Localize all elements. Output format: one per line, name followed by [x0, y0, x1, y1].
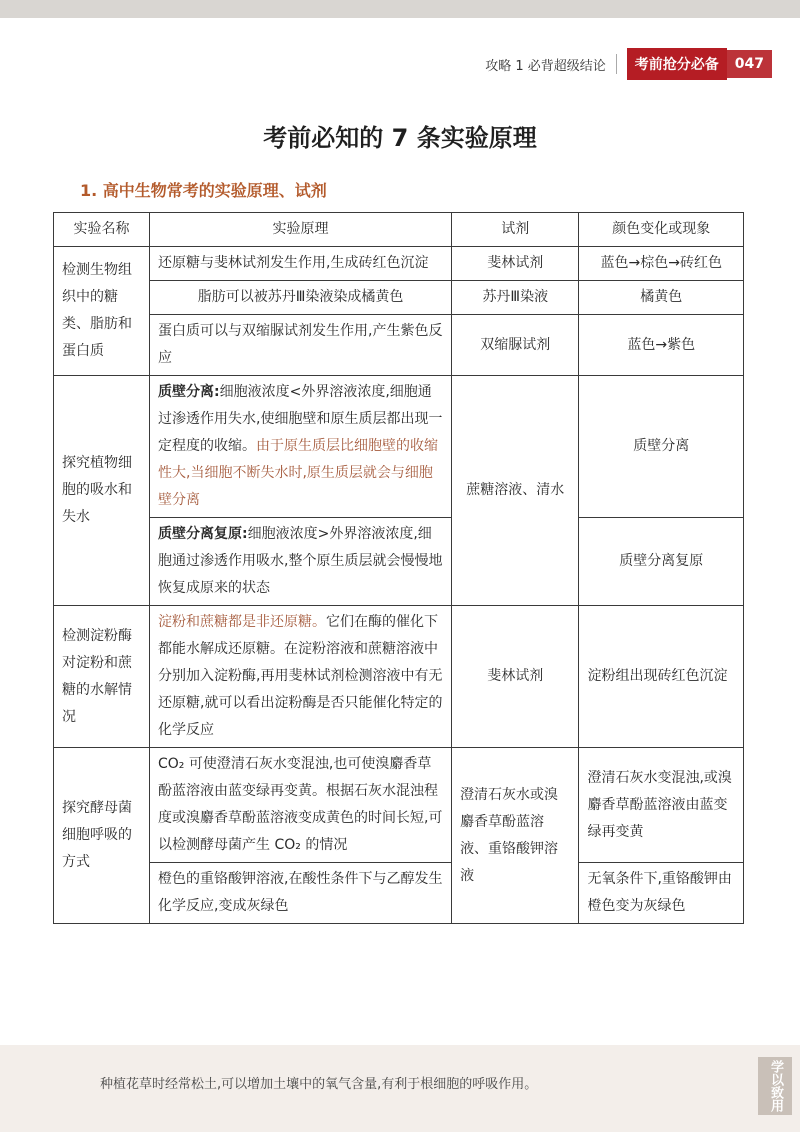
principle-cell: 蛋白质可以与双缩脲试剂发生作用,产生紫色反应: [150, 315, 452, 376]
reagent-cell: 苏丹Ⅲ染液: [452, 281, 579, 315]
phenomenon-cell: 蓝色→棕色→砖红色: [579, 247, 744, 281]
table-row: [54, 748, 744, 863]
reagent-cell: 斐林试剂: [452, 606, 579, 748]
principle-text: 它们在酶的催化下都能水解成还原糖。在淀粉溶液和蔗糖溶液中分别加入淀粉酶,再用斐林试剂检测溶液中有无还原糖,就可以看出淀粉酶是否只能催化特定的化学反应: [158, 614, 443, 738]
principle-text: 细胞液浓度<外界溶液浓度,细胞通过渗透作用失水,使细胞壁和原生质层都出现一定程度的收缩。: [158, 384, 443, 454]
reagent-cell: 蔗糖溶液、清水: [452, 376, 579, 606]
principle-highlight: 淀粉和蔗糖都是非还原糖。: [158, 614, 327, 630]
phenomenon-cell: 淀粉组出现砖红色沉淀: [579, 606, 744, 748]
footer-stamp: 学以致用: [758, 1057, 792, 1115]
phenomenon-cell: 质壁分离复原: [579, 518, 744, 606]
section-title: 1. 高中生物常考的实验原理、试剂: [80, 181, 327, 200]
header-badge: 考前抢分必备: [627, 48, 727, 80]
table-row: [54, 376, 744, 518]
phenomenon-cell: 橘黄色: [579, 281, 744, 315]
phenomenon-cell: 澄清石灰水变混浊,或溴麝香草酚蓝溶液由蓝变绿再变黄: [579, 748, 744, 863]
table-row: [54, 606, 744, 748]
page-header: [485, 48, 772, 80]
table-row: [54, 518, 744, 606]
header-cell: 试剂: [452, 213, 579, 247]
principle-text: 细胞液浓度>外界溶液浓度,细胞通过渗透作用吸水,整个原生质层就会慢慢地恢复成原来的状态: [158, 526, 443, 596]
reagent-cell: 斐林试剂: [452, 247, 579, 281]
table-row: [54, 315, 744, 376]
experiment-name: 探究植物细胞的吸水和失水: [54, 376, 150, 606]
principle-bold-label: 质壁分离:: [158, 384, 220, 400]
table-header-row: [54, 213, 744, 247]
header-guide-label: 攻略 1 必背超级结论: [485, 58, 606, 74]
experiment-name: 检测淀粉酶对淀粉和蔗糖的水解情况: [54, 606, 150, 748]
principle-cell: [150, 606, 452, 748]
top-margin-bar: [0, 0, 800, 18]
principle-cell: [150, 376, 452, 518]
principle-cell: 脂肪可以被苏丹Ⅲ染液染成橘黄色: [150, 281, 452, 315]
table-row: [54, 281, 744, 315]
principle-cell: 橙色的重铬酸钾溶液,在酸性条件下与乙醇发生化学反应,变成灰绿色: [150, 863, 452, 924]
table-row: [54, 863, 744, 924]
phenomenon-cell: 蓝色→紫色: [579, 315, 744, 376]
header-divider: [616, 54, 617, 74]
phenomenon-cell: 质壁分离: [579, 376, 744, 518]
experiment-name: 检测生物组织中的糖类、脂肪和蛋白质: [54, 247, 150, 376]
footer-tip-band: [0, 1045, 800, 1132]
header-cell: 颜色变化或现象: [579, 213, 744, 247]
phenomenon-cell: 无氧条件下,重铬酸钾由橙色变为灰绿色: [579, 863, 744, 924]
principle-cell: [150, 518, 452, 606]
page-number: 047: [727, 50, 772, 78]
table-row: [54, 247, 744, 281]
reagent-cell: 双缩脲试剂: [452, 315, 579, 376]
header-cell: 实验名称: [54, 213, 150, 247]
principle-highlight: 由于原生质层比细胞壁的收缩性大,当细胞不断失水时,原生质层就会与细胞壁分离: [158, 438, 439, 508]
reagent-cell: 澄清石灰水或溴麝香草酚蓝溶液、重铬酸钾溶液: [452, 748, 579, 924]
principle-cell: CO₂ 可使澄清石灰水变混浊,也可使溴麝香草酚蓝溶液由蓝变绿再变黄。根据石灰水混浊程度或溴麝香草酚蓝溶液变成黄色的时间长短,可以检测酵母菌产生 CO₂ 的情况: [150, 748, 452, 863]
principle-bold-label: 质壁分离复原:: [158, 526, 248, 542]
principle-cell: 还原糖与斐林试剂发生作用,生成砖红色沉淀: [150, 247, 452, 281]
experiment-name: 探究酵母菌细胞呼吸的方式: [54, 748, 150, 924]
footer-tip-text: 种植花草时经常松土,可以增加土壤中的氧气含量,有利于根细胞的呼吸作用。: [100, 1077, 538, 1092]
experiment-table: [53, 212, 744, 924]
header-cell: 实验原理: [150, 213, 452, 247]
page-title: 考前必知的 7 条实验原理: [263, 124, 537, 152]
